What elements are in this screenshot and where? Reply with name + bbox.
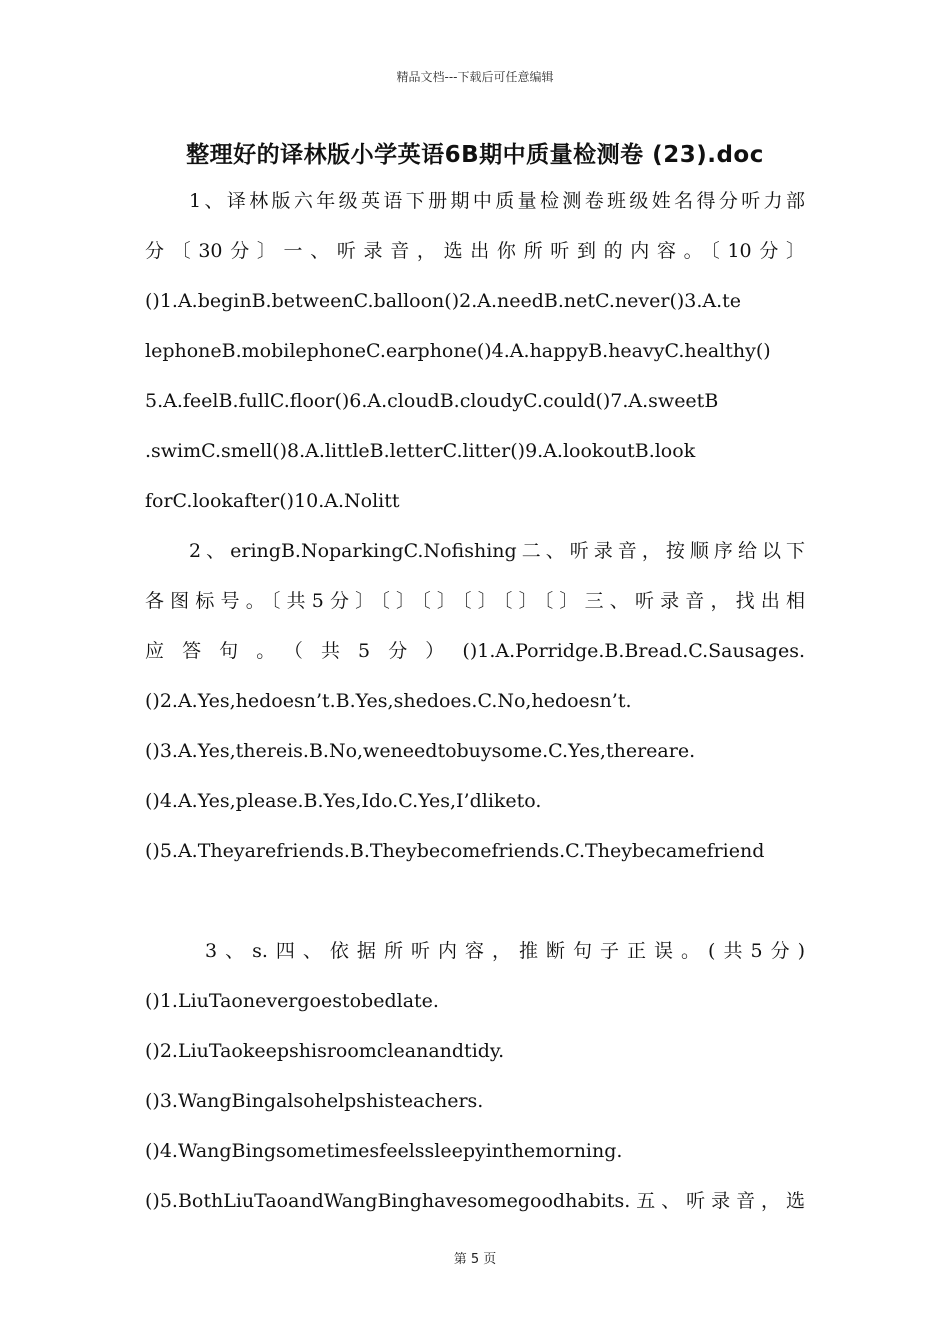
text-line: 1、译林版六年级英语下册期中质量检测卷班级姓名得分听力部 [189,190,805,212]
text-line: 各图标号。〔共5分〕〔〕〔〕〔〕〔〕〔〕三、听录音，找出相 [145,590,805,612]
page-number: 第 5 页 [453,1252,497,1267]
paragraph-gap [145,886,805,936]
text-line: 应答句。（共5分）()1.A.Porridge.B.Bread.C.Sausages. [145,640,805,662]
page-header: 精品文档---下载后可任意编辑 [396,70,554,84]
text-line: ()5.BothLiuTaoandWangBinghavesomegoodhabits.五、听录音，选 [145,1190,805,1212]
text-line: ()4.A.Yes,please.B.Yes,Ido.C.Yes,I’dliketo. [145,790,542,812]
text-line: 2、eringB.NoparkingC.Nofishing二、听录音，按顺序给以下 [189,540,805,562]
text-line: 分〔30分〕一、听录音，选出你所听到的内容。〔10分〕 [145,240,805,262]
text-line: ()1.A.beginB.betweenC.balloon()2.A.needB.netC.never()3.A.te [145,290,742,312]
text-line: forC.lookafter()10.A.Nolitt [145,490,400,512]
text-line: 5.A.feelB.fullC.floor()6.A.cloudB.cloudyC.could()7.A.sweetB [145,390,719,412]
text-line: ()4.WangBingsometimesfeelssleepyinthemorning. [145,1140,623,1162]
text-line: ()2.LiuTaokeepshisroomcleanandtidy. [145,1040,505,1062]
text-line: ()2.A.Yes,hedoesn’t.B.Yes,shedoes.C.No,hedoesn’t. [145,690,632,712]
text-line: ()3.WangBingalsohelpshisteachers. [145,1090,484,1112]
text-line: lephoneB.mobilephoneC.earphone()4.A.happyB.heavyC.healthy() [145,340,771,362]
text-line: ()1.LiuTaonevergoestobedlate. [145,990,439,1012]
text-line: .swimC.smell()8.A.littleB.letterC.litter()9.A.lookoutB.look [145,440,696,462]
text-line: ()3.A.Yes,thereis.B.No,weneedtobuysome.C.Yes,thereare. [145,740,696,762]
document-body [145,186,805,1236]
document-title: 整理好的译林版小学英语6B期中质量检测卷 (23).doc [186,142,764,168]
text-line: ()5.A.Theyarefriends.B.Theybecomefriends.C.Theybecamefriend [145,840,765,862]
text-line: 3、s.四、依据所听内容，推断句子正误。(共5分) [205,940,805,962]
